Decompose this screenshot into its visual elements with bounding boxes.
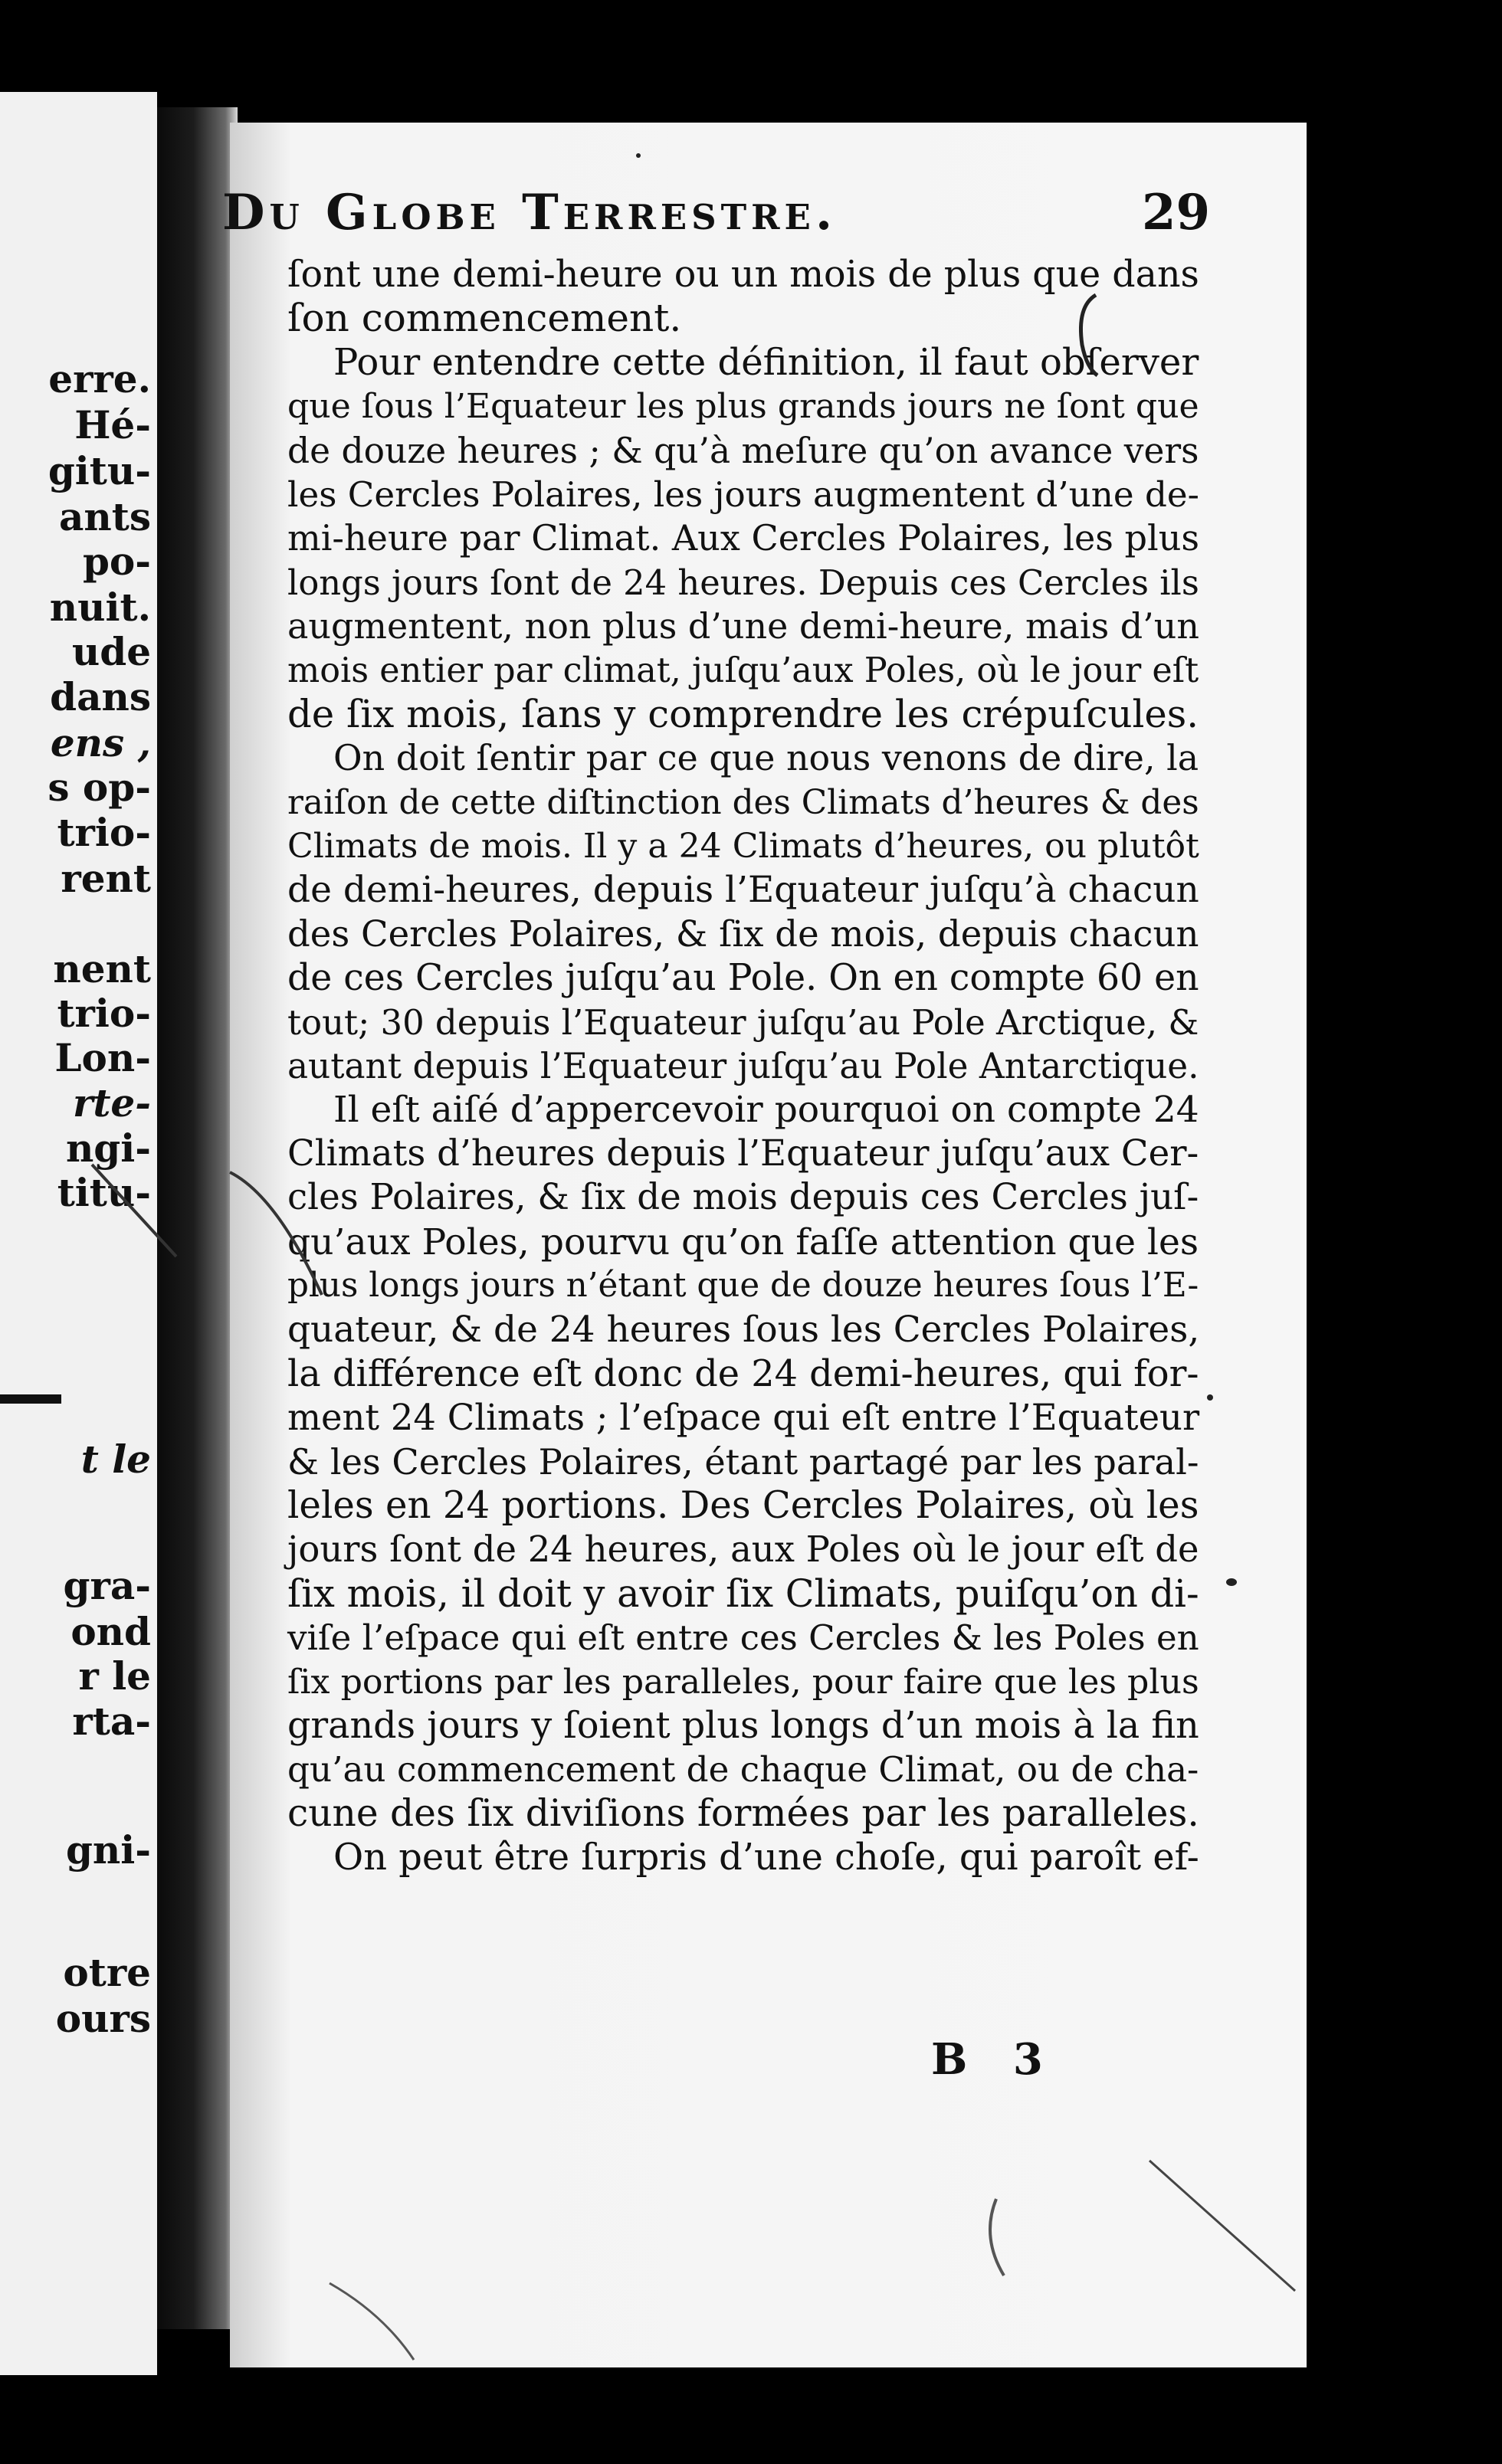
- left-page-fragment: t le: [80, 1437, 151, 1482]
- text-line: Il eſt aiſé d’appercevoir pourquoi on compte 24: [333, 1089, 1199, 1132]
- left-page-fragment: trio-: [57, 810, 151, 855]
- left-page-fragment: Hé-: [74, 402, 151, 447]
- text-line: Pour entendre cette définition, il faut obſerver: [333, 340, 1199, 384]
- text-line: augmentent, non plus d’une demi-heure, mais d’un: [287, 605, 1199, 647]
- text-line: mi-heure par Climat. Aux Cercles Polaires, les plus: [287, 517, 1200, 559]
- left-page-fragment: ours: [55, 1996, 151, 2041]
- running-head: Du Globe Terrestre.: [222, 184, 838, 241]
- text-line: cune des ſix diviſions formées par les paralleles.: [287, 1791, 1199, 1835]
- text-line: qu’au commencement de chaque Climat, ou de cha-: [287, 1749, 1199, 1791]
- text-line: ſix mois, il doit y avoir ſix Climats, puiſqu’on di-: [287, 1571, 1199, 1616]
- scan-speck: [1226, 1578, 1237, 1586]
- pen-stroke-mark: [990, 2199, 1004, 2276]
- left-page-fragment: nuit.: [49, 585, 151, 630]
- left-page-fragment: nent: [53, 946, 151, 991]
- left-page-fragment: s op-: [48, 765, 151, 810]
- left-page-fragment: ngi-: [65, 1126, 151, 1171]
- text-line: & les Cercles Polaires, étant partagé par les paral-: [287, 1440, 1199, 1483]
- text-line: raiſon de cette diſtinction des Climats d’heures & des: [287, 782, 1199, 822]
- scan-speck: [1207, 1394, 1213, 1401]
- text-line: la différence eſt donc de 24 demi-heures, qui for-: [287, 1352, 1199, 1395]
- text-line: qu’aux Poles, pourvu qu’on faſſe attention que les: [287, 1221, 1199, 1263]
- text-line: mois entier par climat, juſqu’aux Poles, où le jour eſt: [287, 650, 1199, 690]
- left-page-fragment: trio-: [57, 991, 151, 1036]
- left-page-fragment: Lon-: [54, 1035, 151, 1080]
- text-line: cles Polaires, & ſix de mois depuis ces Cercles juſ-: [287, 1177, 1199, 1219]
- text-line: les Cercles Polaires, les jours augmentent d’une de-: [287, 473, 1199, 515]
- left-page-fragment: ond: [71, 1609, 151, 1654]
- left-page-fragment: gra-: [63, 1563, 151, 1608]
- left-page-fragment: rte-: [72, 1080, 151, 1126]
- text-line: de ces Cercles juſqu’au Pole. On en compte 60 en: [287, 957, 1199, 1000]
- text-line: grands jours y ſoient plus longs d’un mois à la fin: [287, 1704, 1199, 1747]
- left-page-fragment: otre: [63, 1950, 151, 1995]
- left-page-fragment: gni-: [65, 1827, 151, 1873]
- left-page-fragment: titu-: [57, 1170, 151, 1215]
- text-line: ſon commencement.: [287, 296, 682, 341]
- text-line: autant depuis l’Equateur juſqu’au Pole Antarctique.: [287, 1046, 1199, 1087]
- text-line: plus longs jours n’étant que de douze heures ſous l’E-: [287, 1266, 1199, 1305]
- scan-speck: [636, 153, 641, 158]
- left-page-fragment: po-: [82, 539, 151, 584]
- text-line: Climats d’heures depuis l’Equateur juſqu’aux Cer-: [287, 1132, 1199, 1175]
- text-line: Climats de mois. Il y a 24 Climats d’heures, ou plutôt: [287, 827, 1199, 867]
- pen-stroke-mark: [330, 2283, 414, 2360]
- left-page-fragment: ens ,: [50, 720, 151, 765]
- text-line: ſont une demi-heure ou un mois de plus que dans: [287, 254, 1199, 296]
- page-number: 29: [1142, 184, 1211, 241]
- left-page-fragment: rta-: [72, 1699, 151, 1744]
- signature-mark: B 3: [931, 2034, 1058, 2085]
- text-line: quateur, & de 24 heures ſous les Cercles Polaires,: [287, 1309, 1200, 1352]
- pen-bracket-mark: [1081, 295, 1097, 375]
- text-line: que ſous l’Equateur les plus grands jours ne ſont que: [287, 387, 1199, 427]
- left-page-fragment: r le: [78, 1653, 151, 1699]
- left-page-fragment: erre.: [48, 356, 151, 401]
- text-line: longs jours ſont de 24 heures. Depuis ces Cercles ils: [287, 562, 1199, 603]
- text-line: jours ſont de 24 heures, aux Poles où le jour eſt de: [287, 1529, 1199, 1571]
- text-line: viſe l’eſpace qui eſt entre ces Cercles & les Poles en: [287, 1617, 1199, 1659]
- text-line: ment 24 Climats ; l’eſpace qui eſt entre l’Equateur: [287, 1397, 1200, 1439]
- left-page-fragment: rent: [61, 856, 151, 901]
- left-page-fragment: ude: [71, 629, 151, 674]
- text-line: des Cercles Polaires, & ſix de mois, depuis chacun: [287, 913, 1199, 955]
- pen-stroke-mark: [92, 1165, 176, 1257]
- text-line: de douze heures ; & qu’à meſure qu’on avance vers: [287, 430, 1199, 471]
- left-page-fragment: ants: [59, 494, 151, 539]
- text-line: de ſix mois, ſans y comprendre les crépuſcules.: [287, 691, 1199, 736]
- pen-stroke-mark: [230, 1172, 322, 1295]
- text-line: leles en 24 portions. Des Cercles Polaires, où les: [287, 1483, 1199, 1527]
- text-line: tout; 30 depuis l’Equateur juſqu’au Pole Arctique, &: [287, 1001, 1199, 1043]
- text-line: On peut être ſurpris d’une choſe, qui paroît ef-: [333, 1837, 1199, 1879]
- text-line: de demi-heures, depuis l’Equateur juſqu’à chacun: [287, 869, 1199, 912]
- left-page-fragment: dans: [50, 674, 151, 719]
- left-page-fragment: gitu-: [48, 448, 151, 493]
- pen-stroke-mark: [1149, 2161, 1295, 2291]
- text-line: ſix portions par les paralleles, pour faire que les plus: [287, 1662, 1199, 1702]
- text-line: On doit ſentir par ce que nous venons de dire, la: [333, 737, 1199, 779]
